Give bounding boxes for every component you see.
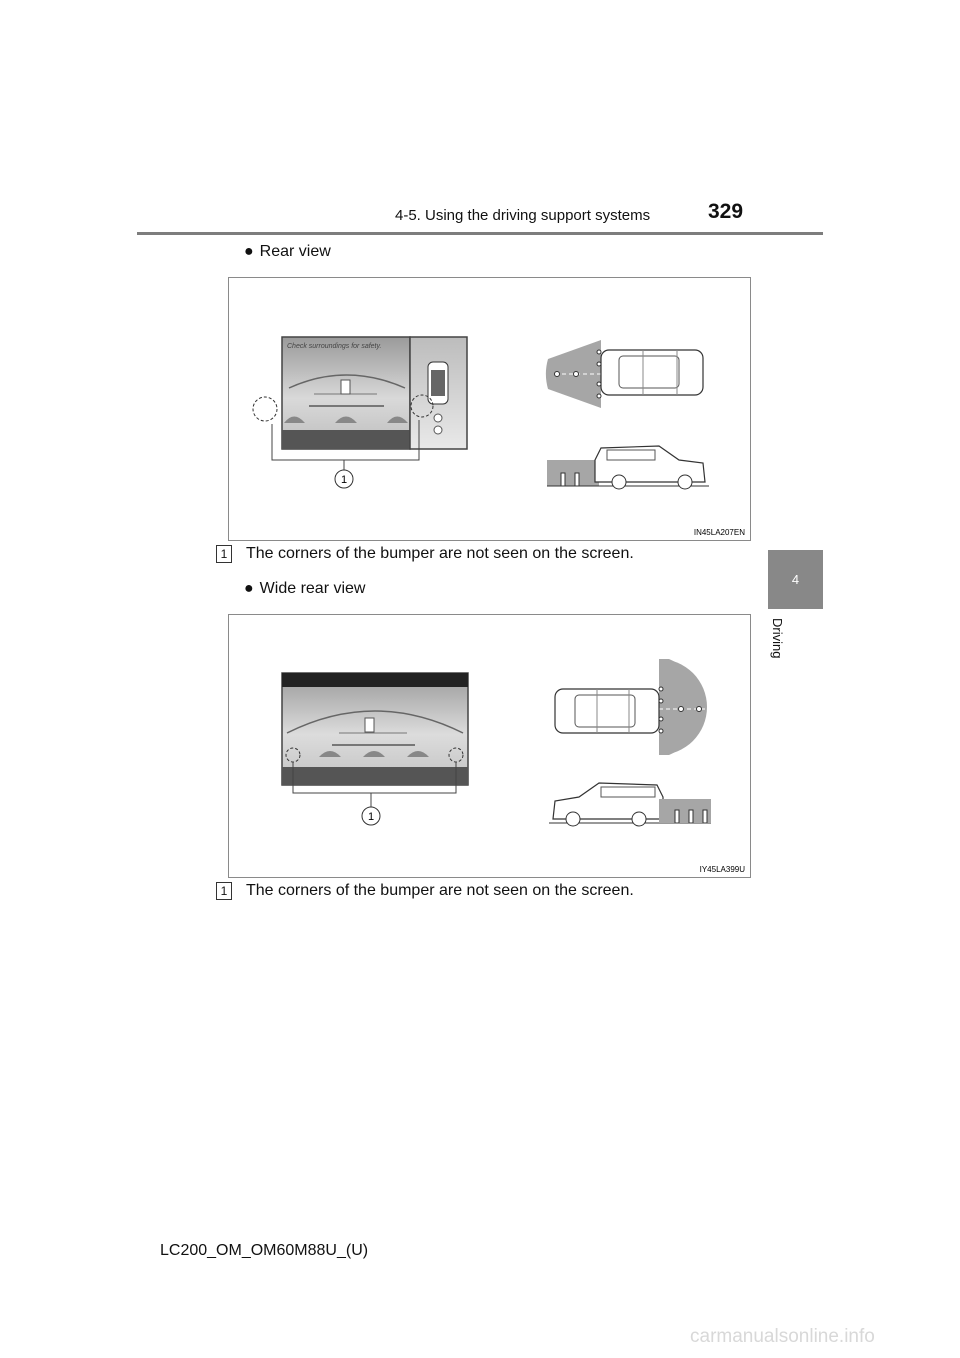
header-rule [137, 232, 823, 235]
page-number: 329 [708, 200, 744, 223]
manual-code: LC200_OM_OM60M88U_(U) [160, 1242, 369, 1259]
rear-view-figure [228, 277, 751, 541]
rear-view-heading [244, 243, 331, 261]
callout-number: 1 [367, 811, 375, 823]
heading-text: Rear view [259, 243, 331, 260]
rear-view-illustration [229, 278, 750, 540]
caption-text: The corners of the bumper are not seen on the screen. [246, 545, 634, 563]
wide-rear-view-illustration [229, 615, 750, 877]
wide-rear-view-caption [216, 882, 634, 900]
heading-text: Wide rear view [259, 580, 366, 597]
chapter-label [771, 618, 785, 664]
chapter-tab [768, 550, 823, 609]
wide-rear-view-heading [244, 580, 365, 598]
section-title: 4-5. Using the driving support systems [395, 207, 651, 224]
figure-code: IY45LA399U [699, 865, 745, 874]
watermark: carmanualsonline.info [690, 1326, 875, 1347]
chapter-number: 4 [791, 572, 800, 587]
bullet-icon: ● [244, 580, 254, 597]
callout-number: 1 [340, 474, 348, 486]
bullet-icon: ● [244, 243, 254, 260]
figure-code: IN45LA207EN [693, 528, 745, 537]
caption-number-badge: 1 [216, 882, 232, 900]
screen-message: Check surroundings for safety. [287, 343, 382, 350]
wide-rear-view-figure [228, 614, 751, 878]
caption-text: The corners of the bumper are not seen on the screen. [246, 882, 634, 900]
caption-number-badge: 1 [216, 545, 232, 563]
chapter-label-text: Driving [770, 618, 785, 659]
rear-view-caption [216, 545, 634, 563]
